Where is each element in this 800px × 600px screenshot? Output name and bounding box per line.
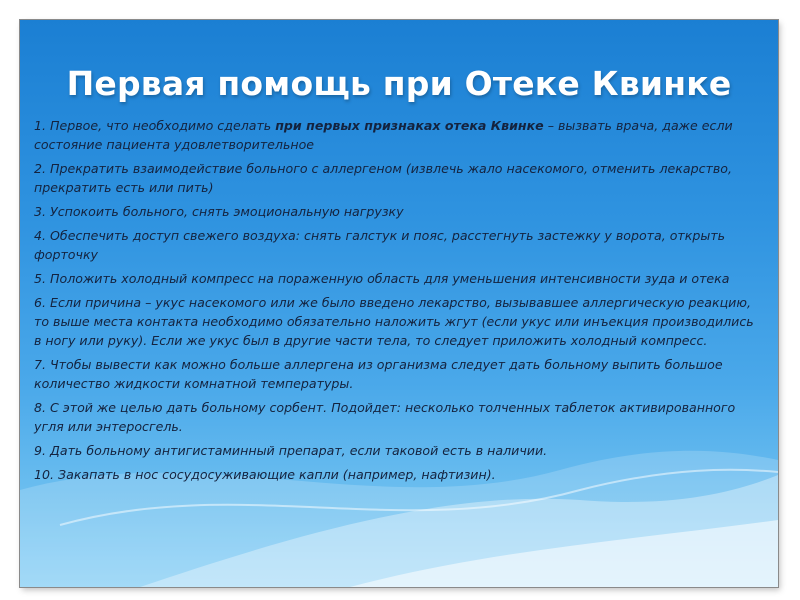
slide [20,20,778,587]
list-item: 3. Успокоить больного, снять эмоциональную нагрузку [34,204,404,219]
list-item: 6. Если причина – укус насекомого или же было введено лекарство, вызывавшее аллергическую реакцию, то выше места контакта необходимо обязательно наложить жгут (если укус или инъекция производились в ногу или руку). Если же укус был в другие части тела, то следует приложить холодный компресс. [34,295,754,348]
slide-title: Первая помощь при Отеке Квинке [66,64,732,103]
list-item: 7. Чтобы вывести как можно больше аллергена из организма следует дать больному выпить большое количество жидкости комнатной температуры. [34,357,723,391]
item-1-text-end: – вызвать врача, даже если состояние пациента удовлетворительное [34,118,733,152]
list-item: 2. Прекратить взаимодействие больного с аллергеном (извлечь жало насекомого, отменить лекарство, прекратить есть или пить) [34,161,732,195]
item-1-text-start: 1. Первое, что необходимо сделать [34,118,276,133]
list-item: 8. С этой же целью дать больному сорбент. Подойдет: несколько толченных таблеток активированного угля или энтеросгель. [34,400,736,434]
list-item: 5. Положить холодный компресс на пораженную область для уменьшения интенсивности зуда и отека [34,271,730,286]
list-item [34,116,754,154]
list-item: 9. Дать больному антигистаминный препарат, если таковой есть в наличии. [34,443,548,458]
list-item: 10. Закапать в нос сосудосуживающие капли (например, нафтизин). [34,467,496,482]
item-1-bold-phrase: при первых признаках отека Квинке [275,118,544,133]
instruction-list [34,116,754,489]
list-item: 4. Обеспечить доступ свежего воздуха: снять галстук и пояс, расстегнуть застежку у ворота, открыть форточку [34,228,726,262]
